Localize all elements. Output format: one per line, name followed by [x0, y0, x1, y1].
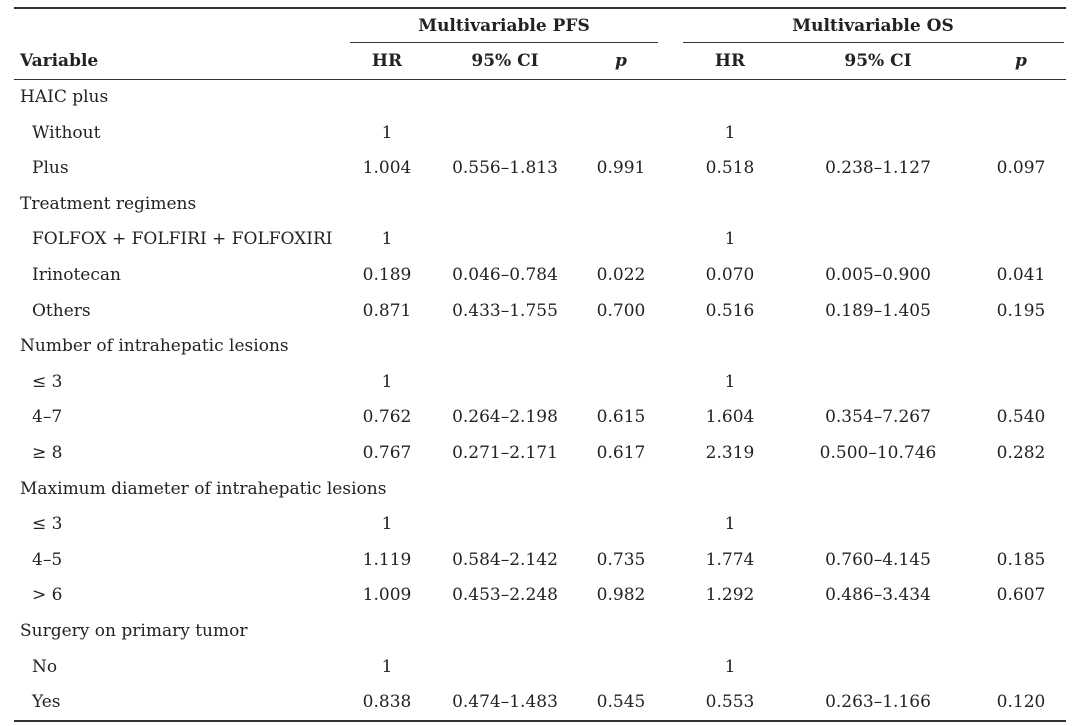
pfs-hr-cell: 1	[381, 123, 393, 143]
pfs-hr-cell: 0.189	[362, 265, 412, 285]
os-p-cell: 0.540	[996, 407, 1046, 427]
os-hr-cell: 1	[724, 514, 736, 534]
pfs-ci-cell: 0.264–2.198	[452, 407, 558, 427]
pfs-p-cell: 0.545	[596, 692, 646, 712]
variable-section-label: Surgery on primary tumor	[20, 621, 248, 641]
pfs-ci-header: 95% CI	[471, 51, 539, 71]
variable-level-label: Irinotecan	[32, 265, 121, 285]
pfs-p-cell: 0.617	[596, 443, 646, 463]
pfs-hr-cell: 0.767	[362, 443, 412, 463]
os-p-cell: 0.120	[996, 692, 1046, 712]
pfs-ci-cell: 0.046–0.784	[452, 265, 558, 285]
variable-level-label: 4–5	[32, 550, 63, 570]
pfs-hr-cell: 1	[381, 657, 393, 677]
os-hr-cell: 1	[724, 372, 736, 392]
os-ci-cell: 0.486–3.434	[825, 585, 931, 605]
os-group-header: Multivariable OS	[792, 16, 954, 36]
pfs-ci-cell: 0.433–1.755	[452, 301, 558, 321]
pfs-group-header: Multivariable PFS	[418, 16, 590, 36]
pfs-hr-cell: 0.838	[362, 692, 412, 712]
os-p-cell: 0.097	[996, 158, 1046, 178]
pfs-p-cell: 0.700	[596, 301, 646, 321]
pfs-hr-cell: 1.004	[362, 158, 412, 178]
variable-level-label: Yes	[32, 692, 61, 712]
os-group-rule	[683, 42, 1064, 43]
os-hr-cell: 1	[724, 123, 736, 143]
pfs-p-cell: 0.615	[596, 407, 646, 427]
variable-section-label: Number of intrahepatic lesions	[20, 336, 289, 356]
os-hr-cell: 1.604	[705, 407, 755, 427]
pfs-group-rule	[350, 42, 658, 43]
pfs-hr-cell: 1	[381, 229, 393, 249]
pfs-p-cell: 0.735	[596, 550, 646, 570]
pfs-p-cell: 0.991	[596, 158, 646, 178]
os-ci-cell: 0.189–1.405	[825, 301, 931, 321]
variable-section-label: Treatment regimens	[20, 194, 197, 214]
variable-section-label: HAIC plus	[20, 87, 109, 107]
pfs-ci-cell: 0.271–2.171	[452, 443, 558, 463]
os-p-cell: 0.195	[996, 301, 1046, 321]
variable-level-label: ≤ 3	[32, 514, 63, 534]
os-p-cell: 0.282	[996, 443, 1046, 463]
os-hr-cell: 0.518	[705, 158, 755, 178]
pfs-hr-cell: 1.009	[362, 585, 412, 605]
variable-level-label: Plus	[32, 158, 69, 178]
variable-level-label: Without	[32, 123, 101, 143]
os-hr-cell: 0.553	[705, 692, 755, 712]
pfs-hr-cell: 1.119	[362, 550, 412, 570]
os-p-cell: 0.607	[996, 585, 1046, 605]
variable-level-label: No	[32, 657, 58, 677]
os-hr-cell: 2.319	[705, 443, 755, 463]
variable-level-label: ≥ 8	[32, 443, 63, 463]
os-hr-cell: 1	[724, 229, 736, 249]
bottom-rule	[14, 720, 1066, 722]
os-ci-cell: 0.263–1.166	[825, 692, 931, 712]
variable-level-label: FOLFOX + FOLFIRI + FOLFOXIRI	[32, 229, 333, 249]
pfs-ci-cell: 0.556–1.813	[452, 158, 558, 178]
os-hr-cell: 0.516	[705, 301, 755, 321]
variable-level-label: 4–7	[32, 407, 63, 427]
pfs-p-cell: 0.022	[596, 265, 646, 285]
pfs-ci-cell: 0.453–2.248	[452, 585, 558, 605]
os-hr-cell: 0.070	[705, 265, 755, 285]
os-ci-cell: 0.354–7.267	[825, 407, 931, 427]
os-hr-cell: 1	[724, 657, 736, 677]
os-p-cell: 0.185	[996, 550, 1046, 570]
top-rule	[14, 7, 1066, 9]
variable-column-header: Variable	[20, 51, 99, 71]
os-ci-cell: 0.760–4.145	[825, 550, 931, 570]
variable-section-label: Maximum diameter of intrahepatic lesions	[20, 479, 387, 499]
os-hr-cell: 1.774	[705, 550, 755, 570]
variable-level-label: Others	[32, 301, 91, 321]
header-rule	[14, 79, 1066, 80]
pfs-hr-cell: 1	[381, 372, 393, 392]
os-ci-cell: 0.005–0.900	[825, 265, 931, 285]
os-p-cell: 0.041	[996, 265, 1046, 285]
variable-level-label: > 6	[32, 585, 63, 605]
os-ci-cell: 0.500–10.746	[819, 443, 937, 463]
pfs-hr-header: HR	[371, 51, 403, 71]
pfs-hr-cell: 0.762	[362, 407, 412, 427]
os-hr-header: HR	[714, 51, 746, 71]
pfs-p-cell: 0.982	[596, 585, 646, 605]
os-ci-header: 95% CI	[844, 51, 912, 71]
pfs-hr-cell: 0.871	[362, 301, 412, 321]
variable-level-label: ≤ 3	[32, 372, 63, 392]
pfs-hr-cell: 1	[381, 514, 393, 534]
pfs-ci-cell: 0.474–1.483	[452, 692, 558, 712]
pfs-ci-cell: 0.584–2.142	[452, 550, 558, 570]
os-ci-cell: 0.238–1.127	[825, 158, 931, 178]
pfs-p-header: p	[615, 51, 627, 71]
os-p-header: p	[1015, 51, 1027, 71]
os-hr-cell: 1.292	[705, 585, 755, 605]
